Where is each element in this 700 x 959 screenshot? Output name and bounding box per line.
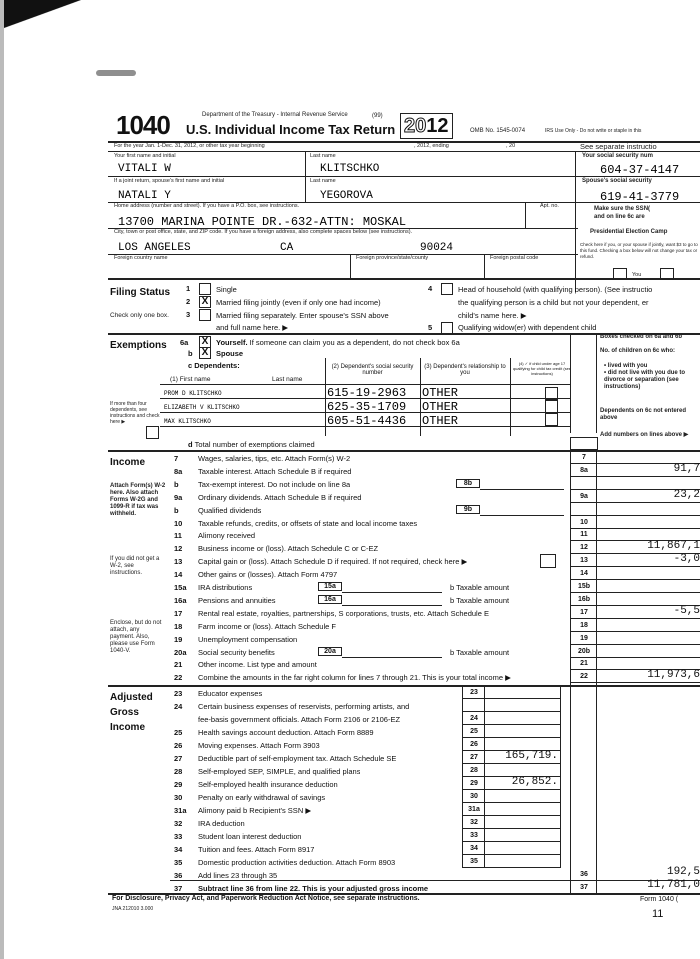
first-name-label: Your first name and initial — [114, 153, 176, 159]
income-line-mid-field[interactable] — [342, 647, 442, 658]
income-line-box: 20b — [577, 647, 591, 655]
agi-line-rule — [462, 711, 560, 712]
rule — [325, 358, 326, 436]
agi-line-box: 34 — [470, 845, 478, 852]
income-line-amount[interactable]: -5,5 — [673, 604, 700, 617]
rule — [596, 450, 597, 893]
income-line-box: 19 — [580, 634, 588, 642]
income-line-amount[interactable]: 23,2 — [673, 488, 700, 501]
city-value[interactable]: LOS ANGELES — [118, 242, 191, 254]
spouse-ssn-value[interactable]: 619-41-3779 — [600, 190, 680, 204]
filing-status-title: Filing Status — [110, 287, 170, 298]
agi-line-rule — [462, 854, 560, 855]
state-value[interactable]: CA — [280, 242, 294, 254]
agi-line-rule — [462, 763, 560, 764]
income-line-box: 15b — [577, 583, 591, 590]
last-name-label: Last name — [310, 153, 336, 159]
spouse-label: Spouse — [216, 349, 244, 358]
agi-line-num: 27 — [174, 754, 183, 763]
dependent-1-name[interactable]: PROM D KLITSCHKO — [164, 390, 222, 397]
dependents-label: c Dependents: — [188, 361, 240, 370]
make-sure-ssn-2: and on line 6c are — [594, 214, 645, 220]
tax-period: For the year Jan. 1-Dec. 31, 2012, or other tax year beginning — [114, 143, 265, 149]
agi-line-text: Domestic production activities deduction. Attach Form 8903 — [198, 858, 396, 867]
pres-campaign: Presidential Election Camp — [590, 229, 668, 235]
filing-hoh-label-3: child's name here. ▶ — [458, 311, 527, 320]
agi-title-1: Adjusted — [110, 692, 153, 703]
last-name-col: Last name — [272, 376, 303, 383]
income-line-num: 8a — [174, 466, 183, 476]
exempt-right-5: Dependents on 6c not entered above — [600, 408, 687, 421]
rule — [525, 202, 526, 228]
income-line-rule — [570, 566, 700, 567]
rule — [575, 151, 576, 292]
exempt-right-2: No. of children on 6c who: — [600, 348, 675, 354]
agi-line-amount[interactable]: 26,852. — [511, 776, 558, 788]
rule — [420, 358, 421, 436]
filing-num-3: 3 — [186, 310, 191, 319]
income-line-num: 14 — [174, 570, 183, 580]
income-line-box: 11 — [580, 531, 588, 539]
dependent-ssn-col: (2) Dependent's social security number — [331, 364, 414, 376]
income-line-mid-box: 20a — [318, 647, 342, 656]
agi-line-num: 23 — [174, 689, 183, 698]
first-name-value[interactable]: VITALI W — [118, 163, 171, 175]
yourself-rest: If someone can claim you as a dependent, do not check box 6a — [249, 338, 460, 347]
income-line-box: 21 — [580, 660, 588, 668]
income-line-box: 7 — [582, 454, 586, 461]
agi-line-text: fee-basis government officials. Attach Form 2106 or 2106-EZ — [198, 715, 401, 724]
agi-line-box: 27 — [470, 754, 478, 761]
agi-line-box: 24 — [470, 715, 478, 722]
income-line-taxable: b Taxable amount — [450, 583, 510, 592]
footer-code: JNA 212010 3.000 — [112, 906, 154, 912]
total-exemptions-box[interactable] — [570, 437, 598, 450]
income-line-text: Farm income or (loss). Attach Schedule F — [198, 621, 336, 631]
spouse-checkbox[interactable]: X — [199, 347, 211, 359]
capital-gain-checkbox[interactable] — [540, 554, 556, 568]
agi-line-num: 30 — [174, 793, 183, 802]
agi-line-amount[interactable]: 165,719. — [505, 750, 558, 762]
income-line-rule — [570, 644, 700, 645]
rule — [160, 384, 570, 385]
income-line-text: Pensions and annuities — [198, 595, 276, 605]
filing-single-label: Single — [216, 285, 237, 294]
rule — [108, 450, 700, 452]
agi-line-rule — [462, 815, 560, 816]
income-line-box: 22 — [580, 673, 588, 681]
exemptions-6b-num: b — [188, 349, 193, 358]
income-line-box: 9a — [580, 492, 588, 500]
agi-line-box: 32 — [470, 819, 478, 826]
check-only-one: Check only one box. — [110, 312, 169, 319]
first-name-col: (1) First name — [170, 376, 211, 383]
dept-code: (99) — [372, 113, 383, 119]
income-line-box: 16b — [577, 595, 591, 603]
see-separate: See separate instructio — [580, 142, 657, 151]
scan-corner-mark — [0, 0, 90, 40]
income-line-rule — [570, 502, 700, 503]
agi-line-text: Moving expenses. Attach Form 3903 — [198, 741, 320, 750]
agi-line-box: 29 — [470, 780, 478, 787]
rule — [484, 686, 485, 868]
income-line-mid-field[interactable] — [342, 582, 442, 593]
line-36-num: 36 — [174, 871, 183, 880]
income-line-box: 13 — [580, 557, 588, 565]
income-line-text: Other income. List type and amount — [198, 660, 317, 670]
income-line-num: b — [174, 479, 179, 489]
line-37-text: Subtract line 36 from line 22. This is your adjusted gross income — [198, 884, 429, 893]
agi-line-num: 35 — [174, 858, 183, 867]
agi-line-text: Student loan interest deduction — [198, 832, 302, 841]
rule — [160, 412, 570, 413]
agi-line-box: 31a — [468, 806, 480, 813]
form-title: U.S. Individual Income Tax Return — [186, 122, 396, 137]
income-line-taxable: b Taxable amount — [450, 595, 510, 605]
income-line-box: 8a — [580, 466, 588, 474]
agi-line-num: 26 — [174, 741, 183, 750]
tax-year-solid: 12 — [426, 115, 449, 137]
exempt-right-3: • lived with you — [604, 363, 648, 369]
zip-value[interactable]: 90024 — [420, 242, 454, 254]
income-line-num: 19 — [174, 634, 183, 644]
agi-line-num: 31a — [174, 806, 187, 815]
income-line-num: b — [174, 505, 179, 515]
footer-page: 11 — [652, 908, 664, 920]
filing-joint-label: Married filing jointly (even if only one had income) — [216, 298, 381, 307]
pres-you-label: You — [632, 272, 642, 278]
spouse-last-value[interactable]: YEGOROVA — [320, 190, 373, 202]
filing-num-1: 1 — [186, 284, 191, 293]
agi-line-text: Health savings account deduction. Attach Form 8889 — [198, 728, 374, 737]
filing-num-4: 4 — [428, 284, 433, 293]
make-sure-ssn: Make sure the SSN( — [594, 206, 651, 212]
income-line-mid-field[interactable] — [480, 479, 564, 490]
income-line-text: Capital gain or (loss). Attach Schedule D if required. If not required, check here ▶ — [198, 557, 468, 567]
income-line-mid-field[interactable] — [342, 595, 442, 606]
income-title: Income — [110, 457, 146, 468]
spouse-ssn-label: Spouse's social security — [582, 178, 652, 184]
filing-num-2: 2 — [186, 297, 191, 306]
dependent-1-rel[interactable]: OTHER — [422, 386, 459, 400]
income-line-num: 9a — [174, 492, 183, 502]
agi-line-num: 33 — [174, 832, 183, 841]
income-line-num: 10 — [174, 518, 183, 528]
exemptions-title: Exemptions — [110, 340, 167, 351]
agi-line-text: Self-employed SEP, SIMPLE, and qualified plans — [198, 767, 361, 776]
income-line-rule — [570, 528, 700, 529]
last-name-value[interactable]: KLITSCHKO — [320, 163, 380, 175]
agi-line-num: 28 — [174, 767, 183, 776]
income-line-taxable: b Taxable amount — [450, 647, 510, 657]
spouse-first-value[interactable]: NATALI Y — [118, 190, 171, 202]
more-than-four-checkbox[interactable] — [146, 426, 159, 439]
income-line-box: 12 — [580, 544, 588, 552]
child-credit-check-3[interactable] — [545, 413, 558, 426]
income-line-num: 22 — [174, 673, 183, 683]
income-line-box: 14 — [580, 570, 588, 578]
agi-line-num: 29 — [174, 780, 183, 789]
address-label: Home address (number and street). If you have a P.O. box, see instructions. — [114, 203, 300, 209]
income-line-num: 11 — [174, 531, 182, 541]
agi-line-rule — [462, 802, 560, 803]
rule — [108, 176, 700, 177]
income-line-text: Taxable interest. Attach Schedule B if required — [198, 466, 352, 476]
line-36-text: Add lines 23 through 35 — [198, 871, 278, 880]
income-line-amount[interactable]: 11,973,6 — [647, 669, 700, 682]
filing-joint-checkbox[interactable]: X — [199, 296, 211, 308]
filing-hoh-label: Head of household (with qualifying person). (See instructio — [458, 285, 653, 294]
income-line-mid-box: 16a — [318, 595, 342, 604]
agi-line-text: Educator expenses — [198, 689, 263, 698]
irs-use-only: IRS Use Only - Do not write or staple in this — [545, 128, 642, 134]
line-36-box: 36 — [580, 871, 588, 878]
dependents-bold: Dependents: — [194, 361, 240, 370]
footer-form: Form 1040 ( — [640, 896, 679, 903]
filing-hoh-checkbox[interactable] — [441, 283, 453, 295]
income-line-rule — [570, 579, 700, 580]
footer-notice: For Disclosure, Privacy Act, and Paperwork Reduction Act Notice, see separate instructions. — [112, 895, 420, 902]
line-37-box: 37 — [580, 884, 588, 891]
scan-smudge — [96, 70, 136, 76]
rule — [160, 426, 570, 427]
income-line-rule — [570, 631, 700, 632]
income-line-rule — [570, 476, 700, 477]
income-line-num: 20a — [174, 647, 187, 657]
rule — [108, 278, 700, 280]
exempt-right-6: Add numbers on lines above ▶ — [600, 432, 689, 438]
exempt-right-1: Boxes checked on 6a and 6b — [600, 334, 683, 340]
income-line-text: Tax-exempt interest. Do not include on line 8a — [198, 479, 351, 489]
income-line-num: 18 — [174, 621, 183, 631]
agi-line-box: 30 — [470, 793, 478, 800]
dependent-child-col: (4) ✓ if child under age 17 qualifying for child tax credit (see instructions) — [512, 361, 572, 376]
foreign-postal-label: Foreign postal code — [490, 255, 539, 261]
city-label: City, town or post office, state, and ZIP code. If you have a foreign address, also complete spaces below (see instructions). — [114, 229, 413, 235]
filing-separate-label: Married filing separately. Enter spouse's SSN above — [216, 311, 389, 320]
income-line-box: 17 — [580, 608, 588, 616]
rule — [160, 398, 570, 399]
agi-line-num: 24 — [174, 702, 183, 711]
dependent-rel-col: (3) Dependent's relationship to you — [424, 364, 506, 376]
rule — [462, 686, 463, 868]
ssn-value[interactable]: 604-37-4147 — [600, 163, 680, 177]
income-side-1: Attach Form(s) W-2 here. Also attach Forms W-2G and 1099-R if tax was withheld. — [110, 483, 166, 517]
filing-num-5: 5 — [428, 323, 433, 332]
total-exemptions: d Total number of exemptions claimed — [188, 440, 315, 449]
rule — [108, 685, 700, 687]
tax-period-mid: , 2012, ending — [414, 143, 449, 149]
income-line-text: Taxable refunds, credits, or offsets of state and local income taxes — [198, 518, 418, 528]
agi-line-box: 26 — [470, 741, 478, 748]
agi-title-3: Income — [110, 722, 146, 733]
filing-separate-checkbox[interactable] — [199, 309, 211, 321]
income-line-rule — [570, 682, 700, 683]
income-line-text: Business income or (loss). Attach Schedule C or C-EZ — [198, 544, 379, 554]
foreign-country-label: Foreign country name — [114, 255, 168, 261]
income-line-num: 7 — [174, 454, 179, 463]
line-37-amount[interactable]: 11,781,0 — [647, 879, 700, 891]
address-value[interactable]: 13700 MARINA POINTE DR.-632-ATTN: MOSKAL — [118, 215, 407, 229]
yourself-checkbox[interactable]: X — [199, 336, 211, 348]
income-line-text: IRA distributions — [198, 583, 253, 592]
income-line-text: Combine the amounts in the far right column for lines 7 through 21. This is your total income ▶ — [198, 673, 511, 683]
omb-number: OMB No. 1545-0074 — [470, 128, 526, 134]
agi-line-box: 28 — [470, 767, 478, 774]
rule — [305, 151, 306, 202]
rule — [596, 333, 597, 433]
filing-hoh-label-2: the qualifying person is a child but not your dependent, er — [458, 298, 649, 307]
income-line-box: 10 — [580, 518, 588, 526]
agi-line-text: Self-employed health insurance deduction — [198, 780, 338, 789]
income-line-text: Social security benefits — [198, 647, 275, 657]
spouse-last-label: Last name — [310, 178, 336, 184]
dependent-3-ssn[interactable]: 605-51-4436 — [327, 414, 407, 428]
income-line-text: Alimony received — [198, 531, 256, 541]
income-line-amount[interactable]: -3,0 — [673, 553, 700, 566]
income-line-rule — [570, 515, 700, 516]
income-line-mid-box: 9b — [456, 505, 480, 514]
dependent-2-rel[interactable]: OTHER — [422, 400, 459, 414]
dependent-3-name[interactable]: MAX KLITSCHKO — [164, 418, 211, 425]
income-line-num: 16a — [174, 595, 187, 605]
dependent-2-name[interactable]: ELIZABETH V KLITSCHKO — [164, 404, 240, 411]
line-36-amount[interactable]: 192,5 — [666, 866, 700, 878]
income-line-rule — [570, 657, 700, 658]
income-side-2: If you did not get a W-2, see instructions. — [110, 556, 160, 576]
income-line-amount[interactable]: 91,7 — [673, 462, 700, 475]
rule — [570, 333, 571, 433]
income-line-rule — [570, 592, 700, 593]
income-line-text: Rental real estate, royalties, partnerships, S corporations, trusts, etc. Attach Schedule E — [198, 608, 489, 618]
spouse-first-label: If a joint return, spouse's first name and initial — [114, 178, 225, 184]
scan-left-edge — [0, 0, 4, 959]
agi-line-rule — [462, 724, 560, 725]
income-line-rule — [570, 618, 700, 619]
agi-line-box: 33 — [470, 832, 478, 839]
income-line-text: Qualified dividends — [198, 505, 262, 515]
rule — [108, 151, 700, 152]
filing-separate-label-2: and full name here. ▶ — [216, 323, 289, 332]
income-line-text: Other gains or (losses). Attach Form 4797 — [198, 570, 338, 580]
agi-line-num: 25 — [174, 728, 183, 737]
income-line-text: Unemployment compensation — [198, 634, 298, 644]
more-than-four: If more than four dependents, see instructions and check here ▶ — [110, 401, 160, 425]
agi-line-num: 32 — [174, 819, 183, 828]
agi-line-text: IRA deduction — [198, 819, 245, 828]
tax-year-outline: 20 — [404, 115, 427, 137]
exempt-right-4: • did not live with you due to divorce or separation (see instructions) — [604, 370, 686, 390]
exemptions-6a-num: 6a — [180, 338, 189, 347]
income-line-num: 13 — [174, 557, 183, 567]
agi-line-text: Tuition and fees. Attach Form 8917 — [198, 845, 315, 854]
rule — [570, 450, 571, 893]
filing-widow-label: Qualifying widow(er) with dependent child — [458, 323, 597, 332]
income-line-amount[interactable]: 11,867,1 — [647, 540, 700, 553]
income-line-text: Wages, salaries, tips, etc. Attach Form(s) W-2 — [198, 454, 351, 463]
income-line-num: 15a — [174, 583, 187, 592]
income-side-3: Enclose, but do not attach, any payment. Also, please use Form 1040-V. — [110, 620, 162, 654]
agi-line-box: 23 — [470, 689, 478, 696]
foreign-province-label: Foreign province/state/county — [356, 255, 429, 261]
rule — [484, 254, 485, 278]
agi-line-box: 35 — [470, 858, 478, 865]
agi-line-rule — [462, 841, 560, 842]
rule — [560, 686, 561, 868]
yourself-label — [216, 338, 460, 347]
income-line-num: 21 — [174, 660, 183, 670]
line-37-num: 37 — [174, 884, 183, 893]
income-line-mid-field[interactable] — [480, 505, 564, 516]
tax-period-end: , 20 — [506, 143, 516, 149]
agi-title-2: Gross — [110, 707, 139, 718]
agi-line-rule — [462, 789, 560, 790]
agi-line-text: Alimony paid b Recipient's SSN ▶ — [198, 806, 312, 815]
pres-note: Check here if you, or your spouse if jointly, want $3 to go to this fund. Checking a box below will not change your tax or refund. — [580, 242, 698, 259]
filing-single-checkbox[interactable] — [199, 283, 211, 295]
income-line-box: 18 — [580, 621, 588, 629]
ssn-label: Your social security num — [582, 153, 653, 159]
agi-line-rule — [462, 867, 560, 868]
income-line-mid-box: 8b — [456, 479, 480, 488]
dependent-2-ssn[interactable]: 625-35-1709 — [327, 400, 407, 414]
total-exemptions-label: Total number of exemptions claimed — [194, 440, 315, 449]
dependent-1-ssn[interactable]: 615-19-2963 — [327, 386, 407, 400]
agi-line-box: 25 — [470, 728, 478, 735]
agi-line-num: 34 — [174, 845, 183, 854]
yourself-bold: Yourself. — [216, 338, 248, 347]
agi-line-rule — [462, 828, 560, 829]
dependent-3-rel[interactable]: OTHER — [422, 414, 459, 428]
agi-line-text: Penalty on early withdrawal of savings — [198, 793, 326, 802]
income-line-text: Ordinary dividends. Attach Schedule B if required — [198, 492, 362, 502]
agi-line-rule — [462, 737, 560, 738]
agi-line-rule — [462, 698, 560, 699]
income-line-mid-box: 15a — [318, 582, 342, 591]
apt-label: Apt. no. — [540, 203, 559, 209]
income-line-num: 12 — [174, 544, 183, 554]
agi-line-text: Deductible part of self-employment tax. Attach Schedule SE — [198, 754, 397, 763]
dept-label: Department of the Treasury - Internal Revenue Service — [202, 112, 348, 118]
rule — [350, 254, 351, 278]
tax-year — [400, 113, 453, 139]
rule — [510, 358, 511, 436]
agi-line-text: Certain business expenses of reservists, performing artists, and — [198, 702, 410, 711]
form-number: 1040 — [116, 110, 170, 140]
income-line-num: 17 — [174, 608, 183, 618]
